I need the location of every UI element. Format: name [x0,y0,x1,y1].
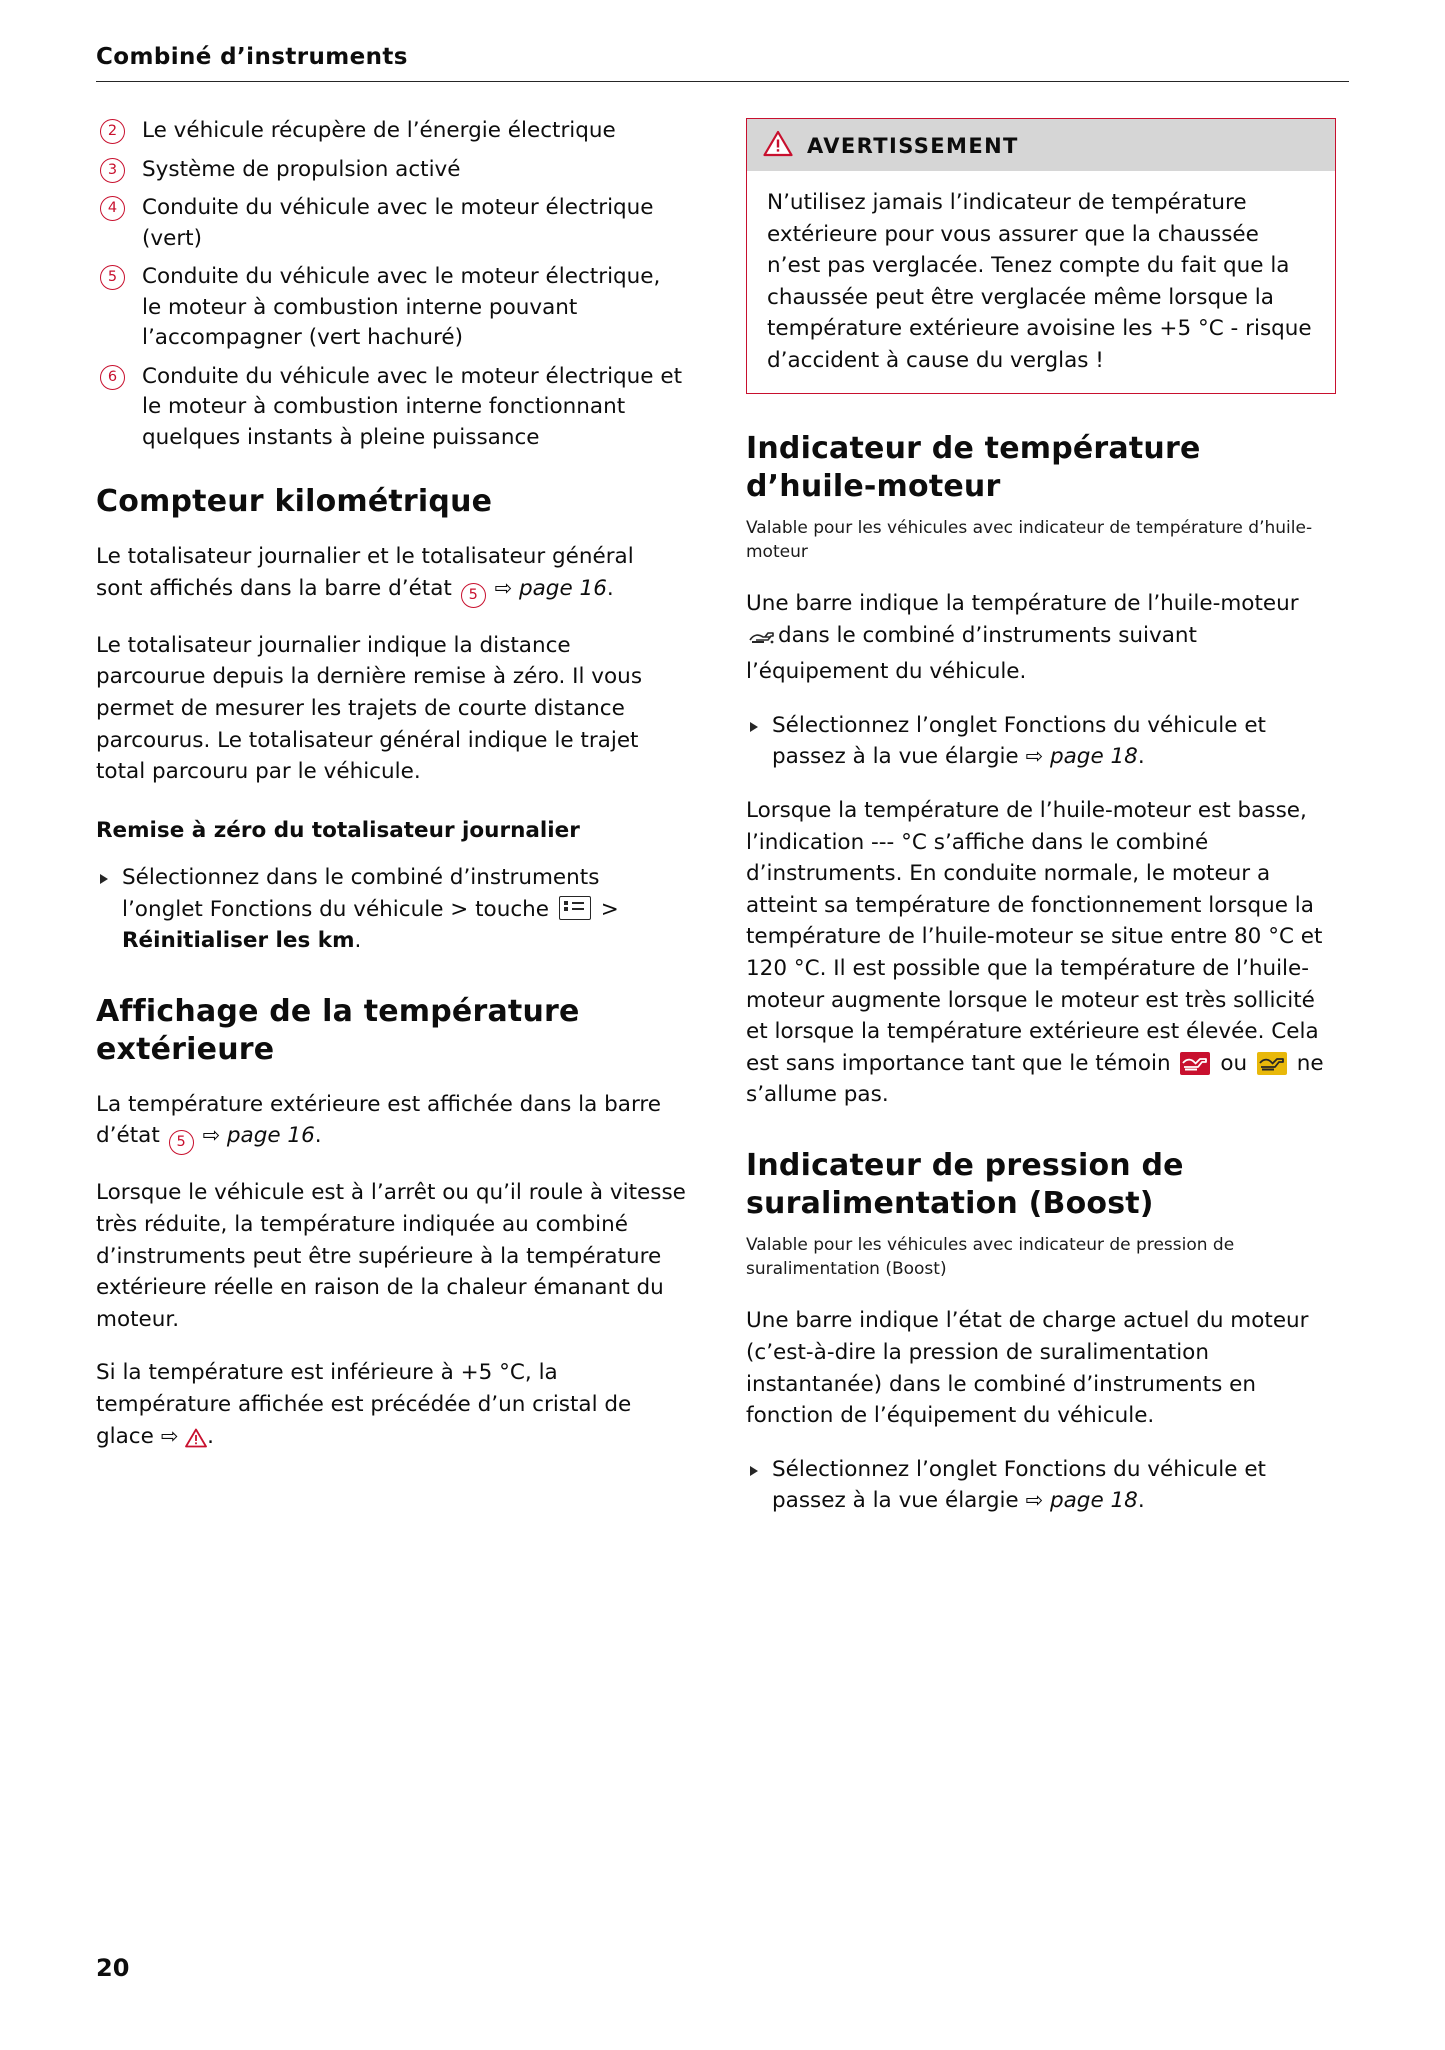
temp-text-b: . [314,1123,322,1149]
boost-bullet-end: . [1137,1488,1145,1514]
temperature-paragraph-3 [96,1357,686,1457]
legend-marker-4: 4 [100,196,125,221]
odo-text-b: . [606,575,614,601]
oil-bullet-end: . [1137,744,1145,770]
oil-paragraph-1 [746,588,1336,688]
temp3-text-a: Si la température est inférieure à +5 °C, la température affichée est précédée d’un cristal de glace [96,1360,632,1449]
oil2-text-mid: ou [1220,1050,1248,1076]
reset-menu-entry: Réinitialiser les km [122,928,355,954]
odometer-paragraph-2: Le totalisateur journalier indique la distance parcourue depuis la dernière remise à zéro. Il vous permet de mesurer les trajets de courte distance parcourus. Le totalisateur général indique le trajet total parcouru par le véhicule. [96,632,643,785]
temperature-paragraph-2: Lorsque le véhicule est à l’arrêt ou qu’il roule à vitesse très réduite, la température indiquée au combiné d’instruments peut être supérieure à la température extérieure réelle en raison de la chaleur émanant du moteur. [96,1180,686,1332]
arrow-icon: ⇨ [1025,744,1044,769]
inline-marker-5: 5 [461,583,486,608]
list-item [746,710,1336,773]
oil-paragraph-2 [746,795,1336,1111]
legend-marker-6: 6 [100,365,125,390]
legend-marker-5: 5 [100,265,125,290]
list-item [96,262,686,354]
reset-text-a: Sélectionnez dans le combiné d’instruments l’onglet Fonctions du véhicule > touche [122,864,600,922]
legend-text: Conduite du véhicule avec le moteur électrique, le moteur à combustion interne pouvant l’accompagner (vert hachuré) [142,264,661,351]
reset-text-end: . [354,928,362,954]
subheading-reset-trip: Remise à zéro du totalisateur journalier [96,817,580,843]
list-item [746,1454,1336,1517]
menu-list-icon [559,896,591,920]
temp3-text-b: . [207,1423,214,1449]
page-header: Combiné d’instruments [96,44,1349,82]
oil-bullet-text: Sélectionnez l’onglet Fonctions du véhicule et passez à la vue élargie [772,712,1266,770]
page-number: 20 [96,1954,130,1982]
boost-validity-note: Valable pour les véhicules avec indicateur de pression de suralimentation (Boost) [746,1235,1235,1280]
heading-oil-temperature: Indicateur de température d’huile-moteur [746,430,1201,504]
legend-marker-2: 2 [100,119,125,144]
boost-bullet-text: Sélectionnez l’onglet Fonctions du véhicule et passez à la vue élargie [772,1456,1266,1514]
page-reference: page 16 [518,575,607,601]
page-reference: page 16 [226,1123,315,1149]
legend-marker-3: 3 [100,158,125,183]
oil-temperature-validity-note: Valable pour les véhicules avec indicateur de température d’huile-moteur [746,517,1313,562]
reset-text-b: > [600,896,619,922]
warning-text: N’utilisez jamais l’indicateur de température extérieure pour vous assurer que la chaussée n’est pas verglacée. Tenez compte du fait que la chaussée peut être verglacée même lorsque la température extérieure avoisine les +5 °C - risque d’accident à cause du verglas ! [767,190,1312,373]
arrow-icon: ⇨ [202,1123,221,1148]
list-item [96,155,686,186]
two-column-body [96,116,1349,1539]
inline-marker-5: 5 [169,1130,194,1155]
page-reference: page 18 [1049,1488,1138,1514]
arrow-icon: ⇨ [494,575,513,600]
list-item [96,116,686,147]
warning-title: AVERTISSEMENT [807,133,1019,158]
boost-paragraph-1: Une barre indique l’état de charge actuel du moteur (c’est-à-dire la pression de suralimentation instantanée) dans le combiné d’instruments en fonction de l’équipement du véhicule. [746,1308,1309,1429]
heading-boost-pressure: Indicateur de pression de suralimentation (Boost) [746,1147,1184,1221]
temp-text-a: La température extérieure est affichée dans la barre d’état [96,1091,662,1149]
reset-instruction-list [96,862,686,957]
numbered-legend-list [96,116,686,453]
page-reference: page 18 [1049,744,1138,770]
heading-odometer: Compteur kilométrique [96,484,493,520]
oil-text-a: Une barre indique la température de l’huile-moteur [746,591,1299,616]
oil-warning-yellow-icon [1257,1052,1287,1075]
arrow-icon: ⇨ [1025,1488,1044,1513]
odo-text-a: Le totalisateur journalier et le totalisateur général sont affichés dans la barre d’état [96,544,634,601]
legend-text: Le véhicule récupère de l’énergie électrique [142,118,616,143]
list-item [96,193,686,254]
oil2-text-end: ne s’allume pas. [746,1050,1324,1108]
heading-outside-temperature: Affichage de la température extérieure [96,993,580,1067]
right-column [746,116,1336,1539]
arrow-icon: ⇨ [160,1423,179,1448]
left-column [96,116,686,1539]
legend-text: Système de propulsion activé [142,156,461,182]
boost-instruction-list [746,1454,1336,1517]
warning-box-header [747,119,1335,171]
warning-triangle-icon [185,1426,207,1458]
list-item [96,862,686,957]
oil-warning-red-icon [1180,1052,1210,1075]
oil-temperature-icon [748,625,776,657]
warning-triangle-icon [763,130,793,161]
warning-box [746,118,1336,394]
oil2-text-a: Lorsque la température de l’huile-moteur est basse, l’indication --- °C s’affiche dans le combiné d’instruments. En conduite normale, le moteur a atteint sa température de fonctionnement lorsque la température de l’huile-moteur se situe entre 80 °C et 120 °C. Il est possible que la température de l’huile-moteur augmente lorsque le moteur est très sollicité et lorsque la température extérieure est élevée. Cela est sans importance tant que le témoin [746,797,1323,1076]
temperature-paragraph-1 [96,1089,686,1156]
odometer-paragraph-1 [96,541,686,608]
oil-instruction-list [746,710,1336,773]
warning-body [747,171,1335,393]
legend-text: Conduite du véhicule avec le moteur électrique (vert) [142,195,654,251]
list-item [96,362,686,454]
legend-text: Conduite du véhicule avec le moteur électrique et le moteur à combustion interne fonctionnant quelques instants à pleine puissance [142,363,683,450]
oil-text-b: dans le combiné d’instruments suivant l’équipement du véhicule. [746,622,1197,685]
